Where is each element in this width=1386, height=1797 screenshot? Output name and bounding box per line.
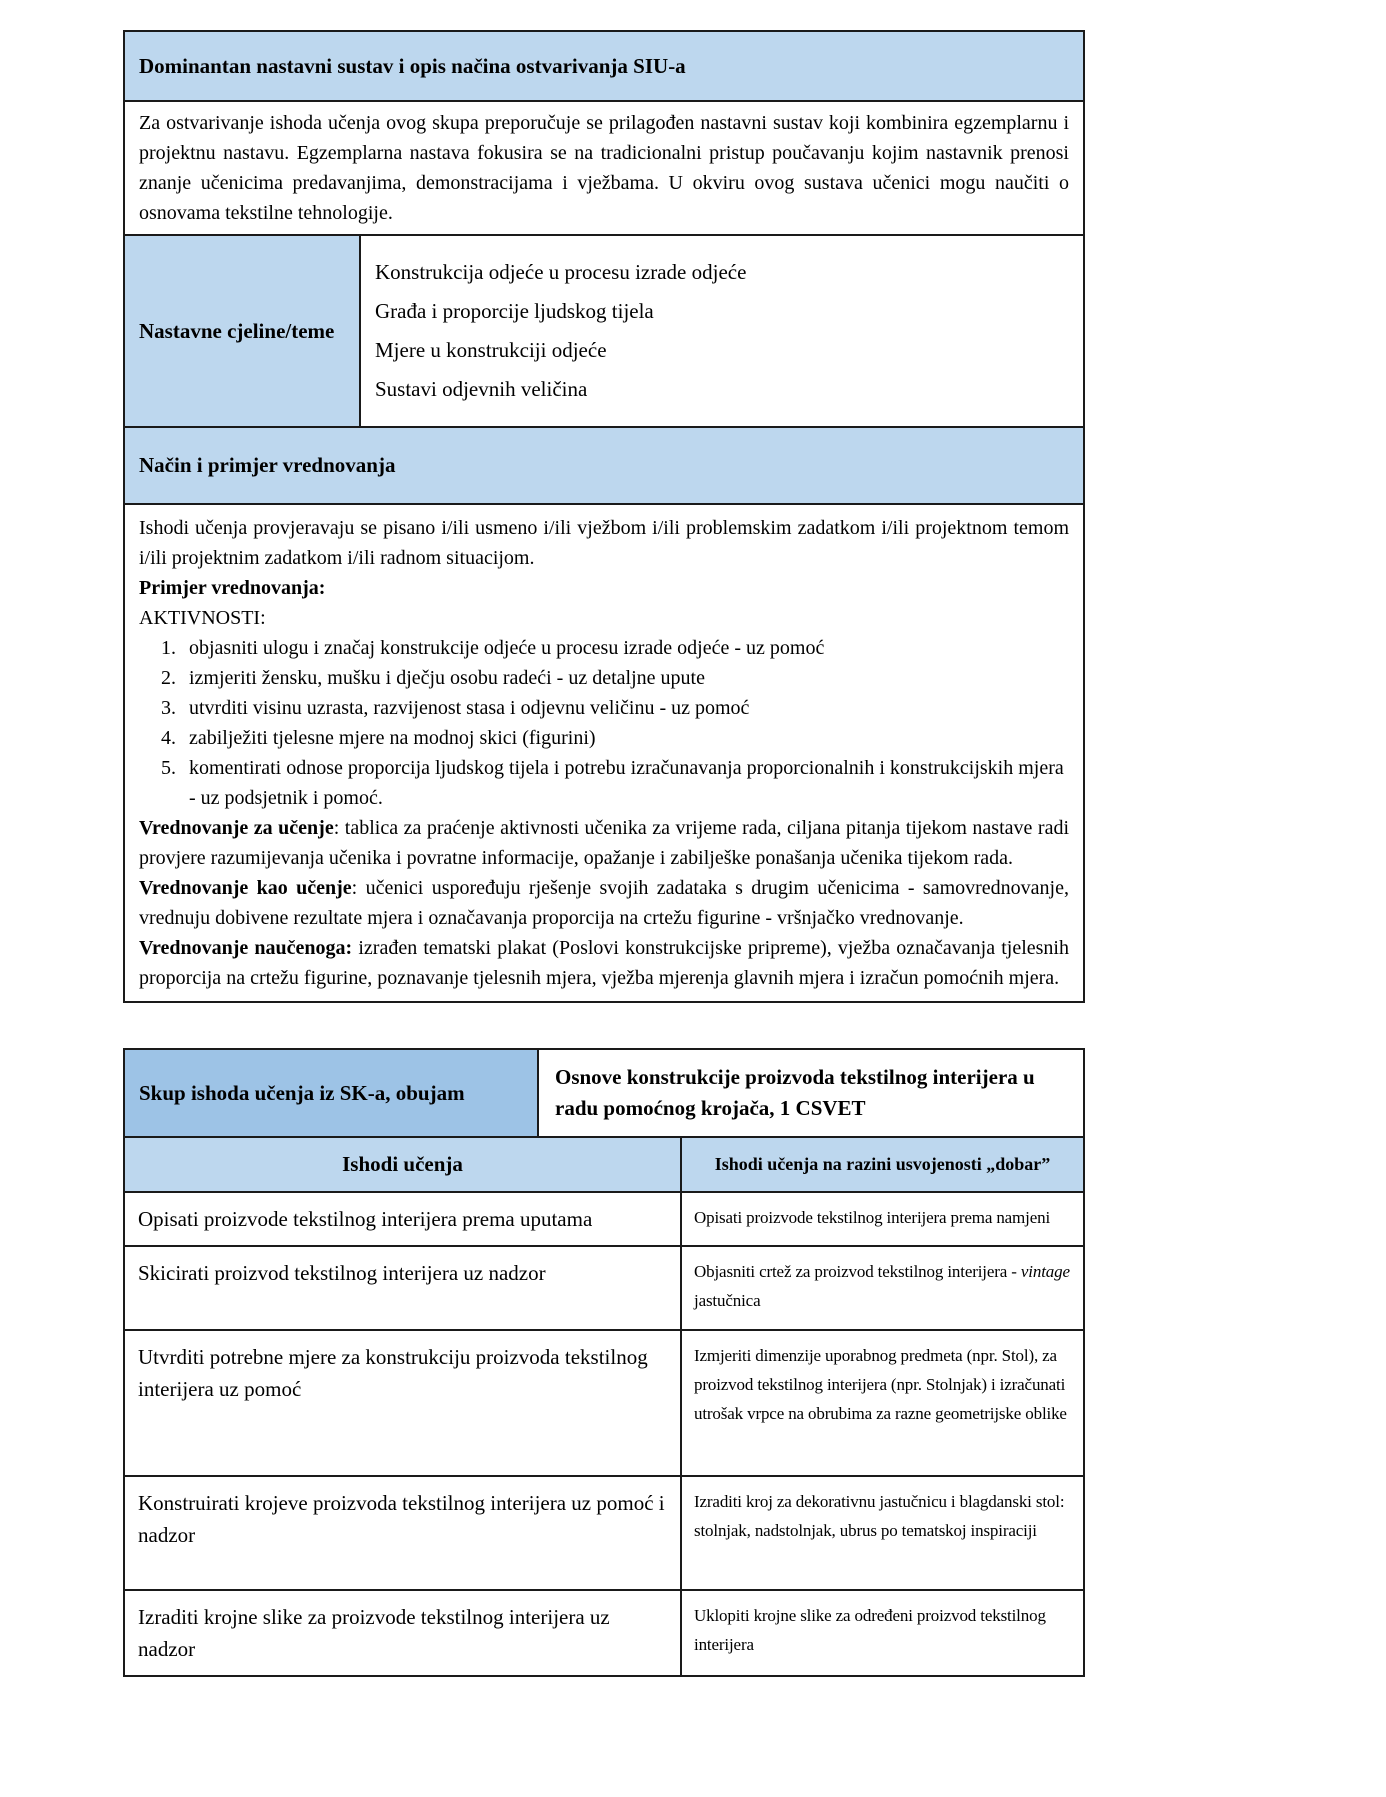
column-header-outcomes: Ishodi učenja	[125, 1138, 682, 1191]
section-header-evaluation-text: Način i primjer vrednovanja	[139, 453, 396, 477]
outcome-left-cell: Utvrditi potrebne mjere za konstrukciju proizvoda tekstilnog interijera uz pomoć	[125, 1331, 682, 1475]
outcome-right-cell: Izmjeriti dimenzije uporabnog predmeta (npr. Stol), za proizvod tekstilnog interijera (npr. Stolnjak) i izračunati utrošak vrpce na obrubima za razne geometrijske oblike	[694, 1346, 1067, 1423]
evaluation-example-label: Primjer vrednovanja:	[139, 577, 326, 599]
outcomes-set-value: Osnove konstrukcije proizvoda tekstilnog interijera u radu pomoćnog krojača, 1 CSVET	[555, 1065, 1035, 1120]
evaluation-as-learning-label: Vrednovanje kao učenje	[139, 877, 352, 899]
teaching-units-label: Nastavne cjeline/teme	[139, 318, 335, 343]
outcome-right-cell: Izraditi kroj za dekorativnu jastučnicu i blagdanski stol: stolnjak, nadstolnjak, ubrus po tematskoj inspiraciji	[694, 1492, 1065, 1540]
outcome-row	[125, 1591, 1083, 1675]
teaching-unit-item: Mjere u konstrukciji odjeće	[375, 338, 607, 362]
activities-list	[139, 633, 1069, 813]
learning-outcomes-table	[123, 1048, 1085, 1677]
teaching-system-table	[123, 30, 1085, 1003]
teaching-system-intro-paragraph: Za ostvarivanje ishoda učenja ovog skupa preporučuje se prilagođen nastavni sustav koji kombinira egzemplarnu i projektnu nastavu. Egzemplarna nastava fokusira se na tradicionalni pristup poučavanju kojim nastavnik prenosi znanje učenicima predavanjima, demonstracijama i vježbama. U okviru ovog sustava učenici mogu naučiti o osnovama tekstilne tehnologije.	[125, 102, 1083, 236]
outcome-row	[125, 1331, 1083, 1477]
outcome-right-cell: Objasniti crtež za proizvod tekstilnog interijera - vintage jastučnica	[694, 1262, 1070, 1310]
outcome-left-cell: Skicirati proizvod tekstilnog interijera uz nadzor	[125, 1247, 682, 1329]
evaluation-of-learned-label: Vrednovanje naučenoga:	[139, 937, 353, 959]
section-header-teaching-system-text: Dominantan nastavni sustav i opis načina ostvarivanja SIU-a	[139, 53, 686, 78]
outcome-left-cell: Konstruirati krojeve proizvoda tekstilnog interijera uz pomoć i nadzor	[125, 1477, 682, 1589]
outcome-left-cell: Izraditi krojne slike za proizvode tekstilnog interijera uz nadzor	[125, 1591, 682, 1675]
outcomes-column-header-row	[125, 1138, 1083, 1193]
outcomes-set-value-cell	[539, 1050, 1083, 1136]
activity-item: 1. objasniti ulogu i značaj konstrukcije odjeće u procesu izrade odjeće - uz pomoć	[181, 633, 1069, 663]
evaluation-for-learning	[139, 813, 1069, 873]
evaluation-for-learning-label: Vrednovanje za učenje	[139, 817, 334, 839]
teaching-units-label-cell	[125, 236, 361, 426]
evaluation-content-cell	[125, 505, 1083, 1001]
section-header-evaluation	[125, 428, 1083, 505]
activities-label: AKTIVNOSTI:	[139, 607, 266, 629]
evaluation-as-learning-text: : učenici uspoređuju rješenje svojih zadataka s drugim učenicima - samovrednovanje, vrednuju dobivene rezultate mjera i označavanja proporcija na crtežu figurine - vršnjačko vrednovanje.	[139, 877, 1069, 929]
evaluation-of-learned	[139, 933, 1069, 993]
column-header-outcomes-good-level: Ishodi učenja na razini usvojenosti „dobar”	[714, 1154, 1051, 1174]
document-page	[123, 30, 1085, 1677]
teaching-unit-item: Građa i proporcije ljudskog tijela	[375, 299, 654, 323]
outcome-left-cell: Opisati proizvode tekstilnog interijera prema uputama	[125, 1193, 682, 1245]
teaching-units-row	[125, 236, 1083, 428]
activity-item: 3. utvrditi visinu uzrasta, razvijenost stasa i odjevnu veličinu - uz pomoć	[181, 693, 1069, 723]
outcomes-set-header-row	[125, 1050, 1083, 1138]
evaluation-for-learning-text: : tablica za praćenje aktivnosti učenika za vrijeme rada, ciljana pitanja tijekom nastave radi provjere razumijevanja učenika i povratne informacije, opažanje i zabilješke ponašanja učenika tijekom rada.	[139, 817, 1070, 869]
activity-item: 2. izmjeriti žensku, mušku i dječju osobu radeći - uz detaljne upute	[181, 663, 1069, 693]
outcome-right-cell: Opisati proizvode tekstilnog interijera prema namjeni	[694, 1208, 1051, 1227]
outcome-row	[125, 1193, 1083, 1247]
section-header-teaching-system	[125, 32, 1083, 102]
outcome-right-cell: Uklopiti krojne slike za određeni proizvod tekstilnog interijera	[694, 1606, 1046, 1654]
outcomes-set-label-cell	[125, 1050, 539, 1136]
teaching-units-list	[361, 236, 1083, 426]
teaching-unit-item: Konstrukcija odjeće u procesu izrade odjeće	[375, 260, 747, 284]
evaluation-intro: Ishodi učenja provjeravaju se pisano i/ili usmeno i/ili vježbom i/ili problemskim zadatkom i/ili projektnom temom i/ili projektnim zadatkom i/ili radnom situacijom.	[139, 517, 1069, 569]
outcomes-set-label: Skup ishoda učenja iz SK-a, obujam	[139, 1080, 465, 1105]
evaluation-as-learning	[139, 873, 1069, 933]
activity-item: 5. komentirati odnose proporcija ljudskog tijela i potrebu izračunavanja proporcionalnih i konstrukcijskih mjera - uz podsjetnik i pomoć.	[181, 753, 1069, 813]
outcome-row	[125, 1247, 1083, 1331]
teaching-unit-item: Sustavi odjevnih veličina	[375, 377, 588, 401]
outcome-row	[125, 1477, 1083, 1591]
evaluation-of-learned-text: izrađen tematski plakat (Poslovi konstrukcijske pripreme), vježba označavanja tjelesnih proporcija na crtežu figurine, poznavanje tjelesnih mjera, vježba mjerenja glavnih mjera i izračun pomoćnih mjera.	[139, 937, 1069, 989]
activity-item: 4. zabilježiti tjelesne mjere na modnoj skici (figurini)	[181, 723, 1069, 753]
vintage-italic-text: vintage	[1020, 1262, 1070, 1281]
